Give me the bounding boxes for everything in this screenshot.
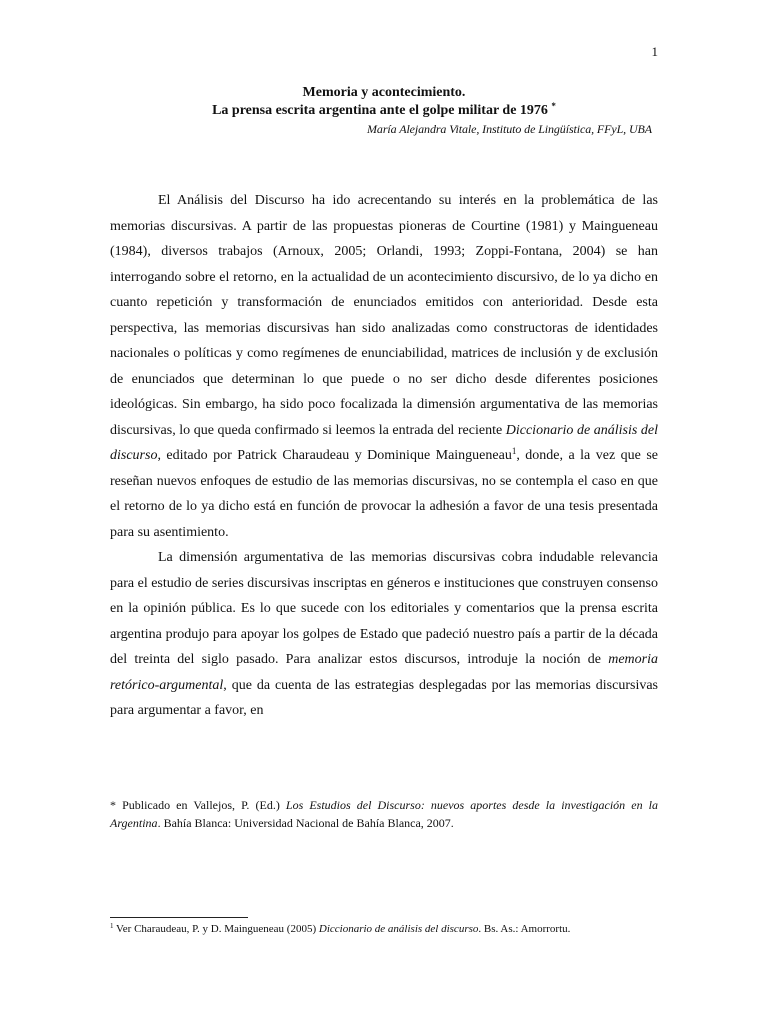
publication-note-part-b: . Bahía Blanca: Universidad Nacional de Bahía Blanca, 2007. [157, 816, 454, 830]
title-footnote-marker: * [551, 101, 556, 111]
paragraph-1-part-a: El Análisis del Discurso ha ido acrecentando su interés en la problemática de las memorias discursivas. A partir de las propuestas pioneras de Courtine (1981) y Maingueneau (1984), diversos trabajos (Arnoux, 2005; Orlandi, 1993; Zoppi-Fontana, 2004) se han interrogando sobre el retorno, en la actualidad de un acontecimiento discursivo, de lo ya dicho en cuanto repetición y transformación de enunciados emitidos con anterioridad. Desde esta perspectiva, las memorias discursivas han sido analizadas como constructoras de identidades nacionales o políticas y como regímenes de enunciabilidad, matrices de inclusión y de exclusión de enunciados que determinan lo que puede o no ser dicho desde diferentes posiciones ideológicas. Sin embargo, ha sido poco focalizada la dimensión argumentativa de las memorias discursivas, lo que queda confirmado si leemos la entrada del reciente [110, 193, 658, 438]
body-text [110, 188, 658, 724]
paragraph-1 [110, 188, 658, 545]
paragraph-2-part-a: La dimensión argumentativa de las memorias discursivas cobra indudable relevancia para el estudio de series discursivas inscriptas en géneros e instituciones que construyen consenso en la opinión pública. Es lo que sucede con los editoriales y comentarios que la prensa escrita argentina produjo para apoyar los golpes de Estado que padeció nuestro país a partir de la década del treinta del siglo pasado. Para analizar estos discursos, introduje la noción de [110, 550, 658, 667]
title-line-2 [0, 102, 768, 120]
footnote-part-b: . Bs. As.: Amorrortu. [478, 923, 571, 935]
title-line-2-text: La prensa escrita argentina ante el golpe militar de 1976 [212, 103, 548, 118]
author-affiliation: María Alejandra Vitale, Instituto de Lingüística, FFyL, UBA [367, 122, 652, 136]
document-title [0, 84, 768, 120]
paragraph-1-italic-title: Diccionario de análisis del discurso [110, 422, 658, 463]
footnote-reference-1[interactable]: 1 [511, 446, 517, 456]
publication-note [110, 796, 658, 832]
footnote-1 [110, 922, 670, 936]
paragraph-1-part-c: , donde, a la vez que se reseñan nuevos enfoques de estudio de las memorias discursivas, no se contempla el caso en que el retorno de lo ya dicho está en función de provocar la adhesión a favor de una tesis presentada para su asentimiento. [110, 448, 658, 540]
footnote-divider [110, 917, 248, 918]
paragraph-2-italic-term: memoria retórico-argumental [110, 652, 658, 693]
footnote-marker: 1 [110, 922, 114, 930]
publication-note-italic-title: Los Estudios del Discurso: nuevos aportes desde la investigación en la Argentina [110, 798, 658, 830]
title-line-1: Memoria y acontecimiento. [302, 85, 466, 100]
publication-note-part-a: * Publicado en Vallejos, P. (Ed.) [110, 798, 286, 812]
paragraph-1-part-b: , editado por Patrick Charaudeau y Dominique Maingueneau [157, 448, 512, 463]
page-number: 1 [651, 44, 658, 59]
footnote-part-a: Ver Charaudeau, P. y D. Maingueneau (2005) [113, 923, 319, 935]
paragraph-2 [110, 545, 658, 724]
paragraph-2-part-b: , que da cuenta de las estrategias desplegadas por las memorias discursivas para argumentar a favor, en [110, 677, 658, 718]
footnote-italic-title: Diccionario de análisis del discurso [318, 923, 479, 935]
